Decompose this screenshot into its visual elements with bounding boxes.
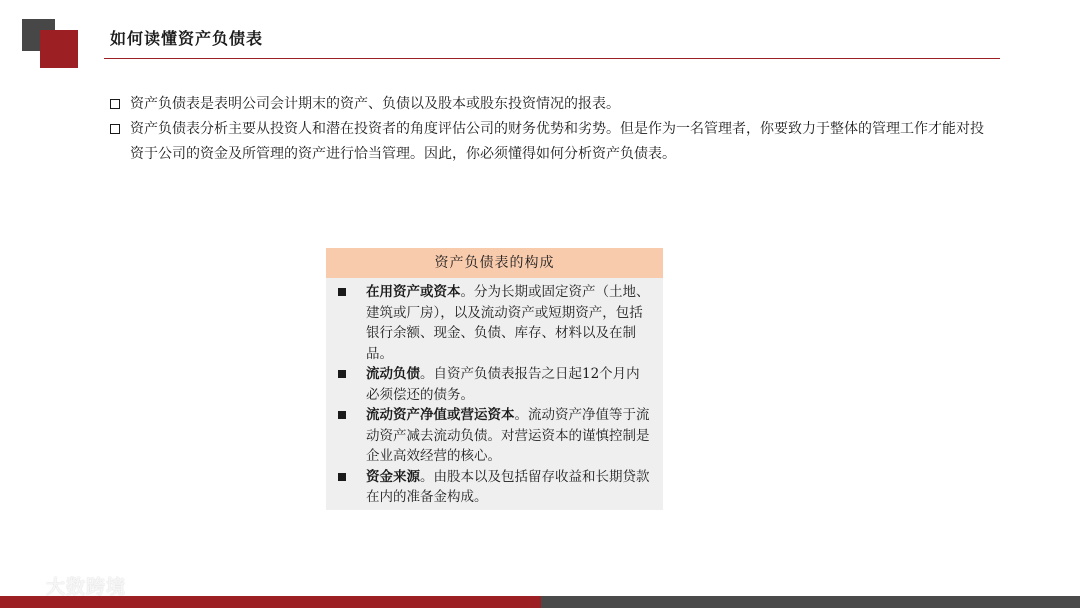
footer-bar-gray <box>541 596 1080 608</box>
filled-square-bullet-icon <box>338 288 346 296</box>
composition-card <box>326 248 663 510</box>
intro-bullet <box>110 117 995 167</box>
composition-item-term: 流动负债 <box>366 366 420 382</box>
intro-bullet-text: 资产负债表是表明公司会计期末的资产、负债以及股本或股东投资情况的报表。 <box>130 96 620 112</box>
composition-item-term: 流动资产净值或营运资本 <box>366 407 515 423</box>
title-underline <box>104 58 1000 59</box>
hollow-square-bullet-icon <box>110 99 120 109</box>
page-title: 如何读懂资产负债表 <box>110 29 264 48</box>
composition-item-text: 。流动资产净值等于流动资产减去流动负债。对营运资本的谨慎控制是企业高效经营的核心。 <box>366 407 650 464</box>
composition-item <box>336 405 653 467</box>
hollow-square-bullet-icon <box>110 124 120 134</box>
composition-item <box>336 364 653 405</box>
watermark <box>10 572 126 599</box>
composition-item-term: 在用资产或资本 <box>366 284 461 300</box>
composition-item <box>336 467 653 508</box>
composition-item-term: 资金来源 <box>366 468 420 485</box>
corner-logo-red-square <box>40 30 78 68</box>
intro-bullet-text: 资产负债表分析主要从投资人和潜在投资者的角度评估公司的财务优势和劣势。但是作为一名管理者，你要致力于整体的管理工作才能对投资于公司的资金及所管理的资产进行恰当管理。因此，你必须懂得如何分析资产负债表。 <box>130 121 984 162</box>
filled-square-bullet-icon <box>338 370 346 378</box>
filled-square-bullet-icon <box>338 411 346 419</box>
intro-bullet-list <box>110 92 995 167</box>
intro-bullet <box>110 92 995 117</box>
composition-item <box>336 282 653 364</box>
watermark-logo-icon <box>10 576 42 596</box>
composition-item-text: 。自资产负债表报告之日起12个月内必须偿还的债务。 <box>366 366 640 403</box>
filled-square-bullet-icon <box>338 473 346 481</box>
watermark-text: 大数跨境 <box>46 576 127 598</box>
composition-item-text: 。由股本以及包括留存收益和长期贷款在内的准备金构成。 <box>366 468 650 505</box>
composition-item-text: 。分为长期或固定资产（土地、建筑或厂房），以及流动资产或短期资产，包括银行余额、现金、负债、库存、材料以及在制品。 <box>366 284 650 362</box>
composition-card-body <box>326 278 663 508</box>
composition-card-header: 资产负债表的构成 <box>326 248 663 278</box>
